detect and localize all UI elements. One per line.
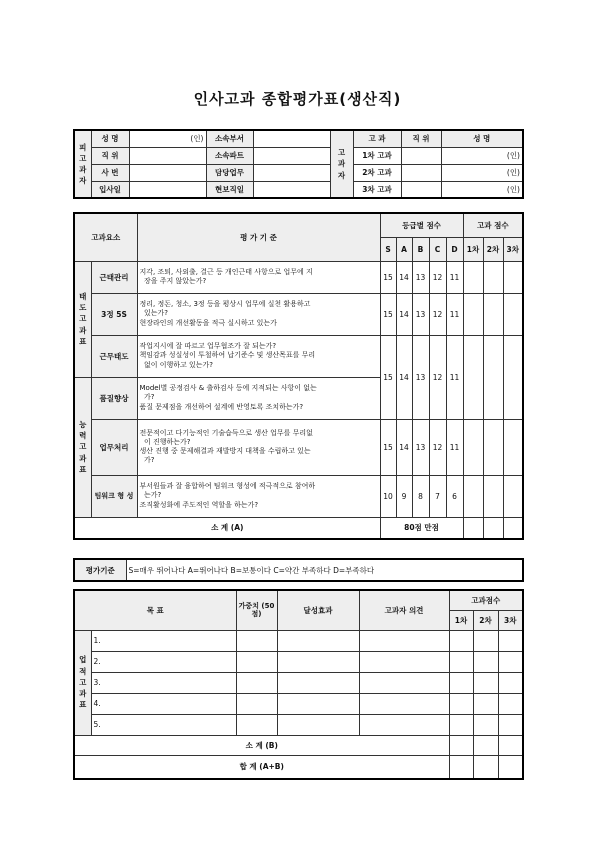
rater-seal[interactable]: (인)	[441, 147, 523, 164]
opinion-header: 고과자 의견	[359, 590, 449, 630]
perf-score-1[interactable]	[449, 693, 473, 714]
item-criteria: 지각, 조퇴, 사외출, 결근 등 개인근태 사항으로 업무에 지 장을 주지 않았는가?	[137, 261, 380, 293]
hire-field[interactable]	[129, 181, 206, 198]
achievement-header: 달성효과	[277, 590, 359, 630]
score-a: 14	[396, 261, 412, 293]
score-d: 11	[446, 335, 463, 419]
grade-s: S	[380, 237, 396, 261]
goal-row[interactable]: 4.	[91, 693, 236, 714]
ability-group-label: 능 력 고 과 표	[74, 377, 91, 517]
empno-label: 사 번	[91, 164, 129, 181]
weight-field[interactable]	[236, 714, 277, 735]
weight-field[interactable]	[236, 651, 277, 672]
perf-score-1[interactable]	[449, 651, 473, 672]
round-2: 2차	[483, 237, 503, 261]
rater-position-header: 직 위	[401, 130, 441, 147]
evaluation-table	[73, 212, 524, 540]
score-c: 12	[429, 261, 446, 293]
score-b: 13	[412, 293, 429, 335]
dept-label: 소속부서	[206, 130, 253, 147]
perf-score-1[interactable]	[449, 630, 473, 651]
score-s: 15	[380, 335, 396, 419]
score-a: 14	[396, 335, 412, 419]
achievement-field[interactable]	[277, 651, 359, 672]
perf-score-header: 고과점수	[449, 590, 523, 610]
score-input-2[interactable]	[483, 419, 503, 475]
subtotal-input-1[interactable]	[463, 517, 483, 539]
rater-seal[interactable]: (인)	[441, 181, 523, 198]
score-input-1[interactable]	[463, 293, 483, 335]
rater-section-label: 고 과 자	[330, 130, 353, 198]
score-s: 15	[380, 293, 396, 335]
item-name: 근태관리	[91, 261, 137, 293]
score-c: 12	[429, 419, 446, 475]
score-d: 11	[446, 293, 463, 335]
achievement-field[interactable]	[277, 693, 359, 714]
grade-a: A	[396, 237, 412, 261]
part-field[interactable]	[253, 147, 330, 164]
personnel-info-table	[73, 129, 524, 199]
achievement-field[interactable]	[277, 714, 359, 735]
name-label: 성 명	[91, 130, 129, 147]
score-input-1[interactable]	[463, 475, 483, 517]
weight-field[interactable]	[236, 630, 277, 651]
subtotal-input-2[interactable]	[483, 517, 503, 539]
perf-score-3[interactable]	[498, 630, 523, 651]
score-c: 12	[429, 293, 446, 335]
score-input-3[interactable]	[503, 261, 523, 293]
position-label: 직 위	[91, 147, 129, 164]
item-name: 팀워크 형 성	[91, 475, 137, 517]
ratee-section-label: 피 고 과 자	[74, 130, 91, 198]
item-name: 근무태도	[91, 335, 137, 377]
score-input-3[interactable]	[503, 419, 523, 475]
score-input-2[interactable]	[483, 261, 503, 293]
weight-field[interactable]	[236, 672, 277, 693]
score-b: 13	[412, 335, 429, 419]
rater-row-label: 3차 고과	[353, 181, 401, 198]
item-name: 품질향상	[91, 377, 137, 419]
weight-header: 가중치 (50점)	[236, 590, 277, 630]
weight-field[interactable]	[236, 693, 277, 714]
opinion-field[interactable]	[359, 630, 449, 651]
item-name: 업무처리	[91, 419, 137, 475]
rater-position-field[interactable]	[401, 147, 441, 164]
grade-c: C	[429, 237, 446, 261]
subtotal-a-value: 80점 만점	[380, 517, 463, 539]
opinion-field[interactable]	[359, 714, 449, 735]
score-input-2[interactable]	[483, 293, 503, 335]
element-header: 고과요소	[74, 213, 137, 261]
criteria-header: 평 가 기 준	[137, 213, 380, 261]
achievement-field[interactable]	[277, 672, 359, 693]
opinion-field[interactable]	[359, 672, 449, 693]
opinion-field[interactable]	[359, 651, 449, 672]
subtotal-a-label: 소 계 (A)	[74, 517, 380, 539]
goal-row[interactable]: 1.	[91, 630, 236, 651]
score-b: 8	[412, 475, 429, 517]
perf-score-3[interactable]	[498, 651, 523, 672]
legend-label: 평가기준	[74, 559, 126, 581]
item-criteria: 정리, 정돈, 청소, 3정 등을 평상시 업무에 실천 활용하고 있는가? 현장라인의 개선활동을 적극 실시하고 있는가	[137, 293, 380, 335]
score-input-1[interactable]	[463, 335, 483, 419]
rater-position-field[interactable]	[401, 181, 441, 198]
evaluation-legend	[73, 558, 524, 582]
subtotal-b-label: 소 계 (B)	[74, 735, 449, 755]
achievement-field[interactable]	[277, 630, 359, 651]
current-field[interactable]	[253, 181, 330, 198]
perf-round-2: 2차	[473, 610, 498, 630]
score-input-3[interactable]	[503, 335, 523, 419]
page-title: 인사고과 종합평가표(생산직)	[193, 90, 402, 108]
perf-score-2[interactable]	[473, 630, 498, 651]
item-criteria: 부서원들과 잘 융합하여 팀워크 형성에 적극적으로 참여하 는가? 조직활성화에 주도적인 역할을 하는가?	[137, 475, 380, 517]
grade-d: D	[446, 237, 463, 261]
score-d: 11	[446, 419, 463, 475]
score-input-2[interactable]	[483, 335, 503, 419]
score-input-1[interactable]	[463, 419, 483, 475]
total-1[interactable]	[449, 755, 473, 779]
subtotal-b-2[interactable]	[473, 735, 498, 755]
score-input-3[interactable]	[503, 475, 523, 517]
goal-header: 목 표	[74, 590, 236, 630]
perf-score-3[interactable]	[498, 714, 523, 735]
perf-score-1[interactable]	[449, 672, 473, 693]
score-s: 10	[380, 475, 396, 517]
name-field[interactable]	[129, 130, 206, 147]
total-3[interactable]	[498, 755, 523, 779]
score-b: 13	[412, 261, 429, 293]
current-label: 현보직일	[206, 181, 253, 198]
performance-table	[73, 589, 524, 780]
score-header: 고과 점수	[463, 213, 523, 237]
perf-score-1[interactable]	[449, 714, 473, 735]
score-d: 11	[446, 261, 463, 293]
perf-score-2[interactable]	[473, 672, 498, 693]
opinion-field[interactable]	[359, 693, 449, 714]
performance-section-label: 업 적 고 과 표	[74, 630, 91, 735]
score-input-2[interactable]	[483, 475, 503, 517]
empno-field[interactable]	[129, 164, 206, 181]
grade-header: 등급별 점수	[380, 213, 463, 237]
score-s: 15	[380, 419, 396, 475]
goal-row[interactable]: 2.	[91, 651, 236, 672]
perf-round-1: 1차	[449, 610, 473, 630]
perf-round-3: 3차	[498, 610, 523, 630]
score-input-1[interactable]	[463, 261, 483, 293]
duty-label: 담당업무	[206, 164, 253, 181]
perf-score-2[interactable]	[473, 714, 498, 735]
item-name: 3정 5S	[91, 293, 137, 335]
total-2[interactable]	[473, 755, 498, 779]
score-a: 14	[396, 419, 412, 475]
rater-position-field[interactable]	[401, 164, 441, 181]
item-criteria: 작업지시에 잘 따르고 업무협조가 잘 되는가? 책임감과 성실성이 투철하여 납기준수 및 생산목표를 무리 없이 이행하고 있는가?	[137, 335, 380, 377]
subtotal-b-3[interactable]	[498, 735, 523, 755]
score-a: 9	[396, 475, 412, 517]
item-criteria: Model별 공정검사 & 출하검사 등에 지적되는 사항이 없는 가? 품질 문제점을 개선하여 설계에 반영토록 조치하는가?	[137, 377, 380, 419]
score-input-3[interactable]	[503, 293, 523, 335]
score-a: 14	[396, 293, 412, 335]
round-3: 3차	[503, 237, 523, 261]
score-c: 7	[429, 475, 446, 517]
perf-score-3[interactable]	[498, 693, 523, 714]
duty-field[interactable]	[253, 164, 330, 181]
rater-row-label: 1차 고과	[353, 147, 401, 164]
subtotal-input-3[interactable]	[503, 517, 523, 539]
score-s: 15	[380, 261, 396, 293]
score-b: 13	[412, 419, 429, 475]
item-criteria: 전문적이고 다기능적인 기술습득으로 생산 업무를 무리없 이 진행하는가? 생산 진행 중 문제해결과 재발방지 대책을 수립하고 있는 가?	[137, 419, 380, 475]
grade-b: B	[412, 237, 429, 261]
rater-col-header: 고 과	[353, 130, 401, 147]
perf-score-2[interactable]	[473, 651, 498, 672]
subtotal-b-1[interactable]	[449, 735, 473, 755]
score-d: 6	[446, 475, 463, 517]
dept-field[interactable]	[253, 130, 330, 147]
perf-score-3[interactable]	[498, 672, 523, 693]
rater-name-header: 성 명	[441, 130, 523, 147]
ratee-seal: (인)	[190, 134, 204, 144]
perf-score-2[interactable]	[473, 693, 498, 714]
legend-text: S=매우 뛰어나다 A=뛰어나다 B=보통이다 C=약간 부족하다 D=부족하다	[126, 559, 523, 581]
round-1: 1차	[463, 237, 483, 261]
part-label: 소속파트	[206, 147, 253, 164]
rater-row-label: 2차 고과	[353, 164, 401, 181]
position-field[interactable]	[129, 147, 206, 164]
total-label: 합 계 (A+B)	[74, 755, 449, 779]
goal-row[interactable]: 5.	[91, 714, 236, 735]
goal-row[interactable]: 3.	[91, 672, 236, 693]
score-c: 12	[429, 335, 446, 419]
hire-label: 입사일	[91, 181, 129, 198]
rater-seal[interactable]: (인)	[441, 164, 523, 181]
attitude-group-label: 태 도 고 과 표	[74, 261, 91, 377]
